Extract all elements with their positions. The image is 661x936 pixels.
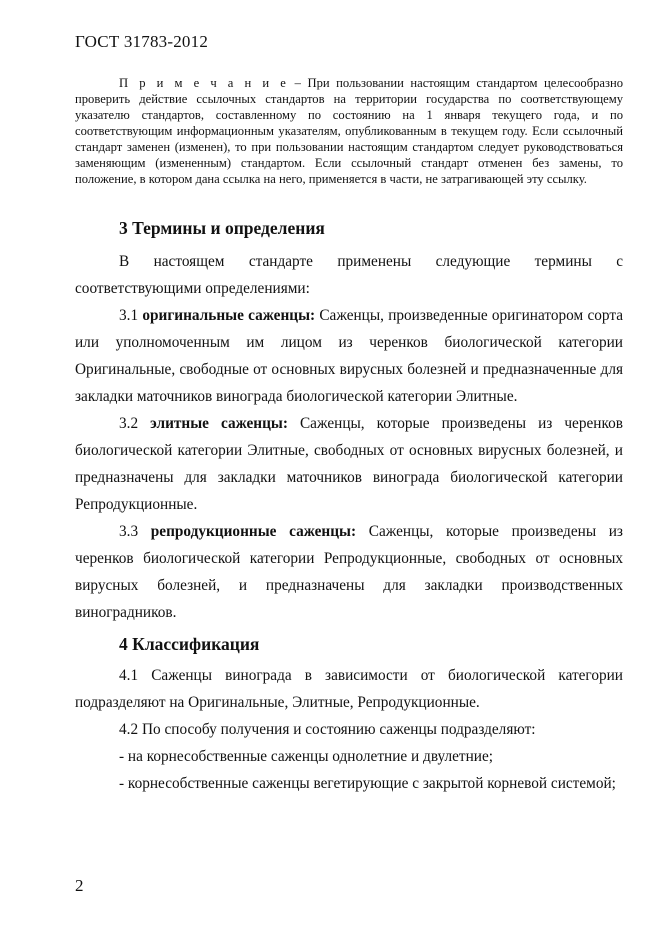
section-3-heading: 3 Термины и определения bbox=[119, 218, 325, 238]
note-paragraph bbox=[75, 75, 623, 187]
list-item: - на корнесобственные саженцы однолетние и двулетние; bbox=[119, 748, 494, 765]
main-content bbox=[75, 208, 623, 797]
note-block bbox=[75, 75, 623, 187]
section-4-heading: 4 Классификация bbox=[119, 634, 260, 654]
term-name: оригинальные саженцы: bbox=[142, 307, 316, 324]
section-3-intro: В настоящем стандарте применены следующие термины с соответствующими определениями: bbox=[75, 253, 623, 297]
term-3-1 bbox=[75, 302, 623, 410]
term-number: 3.2 bbox=[119, 415, 151, 432]
term-name: элитные саженцы: bbox=[150, 415, 288, 432]
term-definition: Саженцы, которые произведены из черенков биологической категории Элитные, свободных от основных вирусных болезней, и предназначены для закладки маточников винограда биологической категории Репродукционные. bbox=[75, 415, 623, 513]
clause-4-1: 4.1 Саженцы винограда в зависимости от биологической категории подразделяют на Оригинальные, Элитные, Репродукционные. bbox=[75, 667, 623, 711]
term-name: репродукционные саженцы: bbox=[150, 523, 357, 540]
term-3-3 bbox=[75, 518, 623, 626]
term-3-2 bbox=[75, 410, 623, 518]
clause-4-2: 4.2 По способу получения и состоянию саженцы подразделяют: bbox=[119, 721, 536, 738]
note-text: – При пользовании настоящим стандартом целесообразно проверить действие ссылочных стандартов на территории государства по соответствующему указателю стандартов, составленному по состоянию на 1 января текущего года, и по соответствующим информационным указателям, опубликованным в текущем году. Если ссылочный стандарт заменен (изменен), то при пользовании настоящим стандартом следует руководствоваться заменяющим (измененным) стандартом. Если ссылочный стандарт отменен без замены, то положение, в котором дана ссылка на него, применяется в части, не затрагивающей эту ссылку. bbox=[75, 76, 624, 186]
list-item: - корнесобственные саженцы вегетирующие с закрытой корневой системой; bbox=[119, 775, 616, 792]
term-definition: Саженцы, которые произведены из черенков биологической категории Репродукционные, свободных от основных вирусных болезней, и предназначены для закладки производственных виноградников. bbox=[75, 523, 623, 621]
term-number: 3.1 bbox=[119, 307, 143, 324]
term-definition: Саженцы, произведенные оригинатором сорта или уполномоченным им лицом из черенков биологической категории Оригинальные, свободные от основных вирусных болезней и предназначенные для закладки маточников винограда биологической категории Элитные. bbox=[75, 307, 623, 405]
page-number: 2 bbox=[75, 876, 84, 895]
standard-header: ГОСТ 31783-2012 bbox=[75, 32, 209, 51]
term-number: 3.3 bbox=[119, 523, 151, 540]
note-label: П р и м е ч а н и е bbox=[119, 76, 289, 90]
